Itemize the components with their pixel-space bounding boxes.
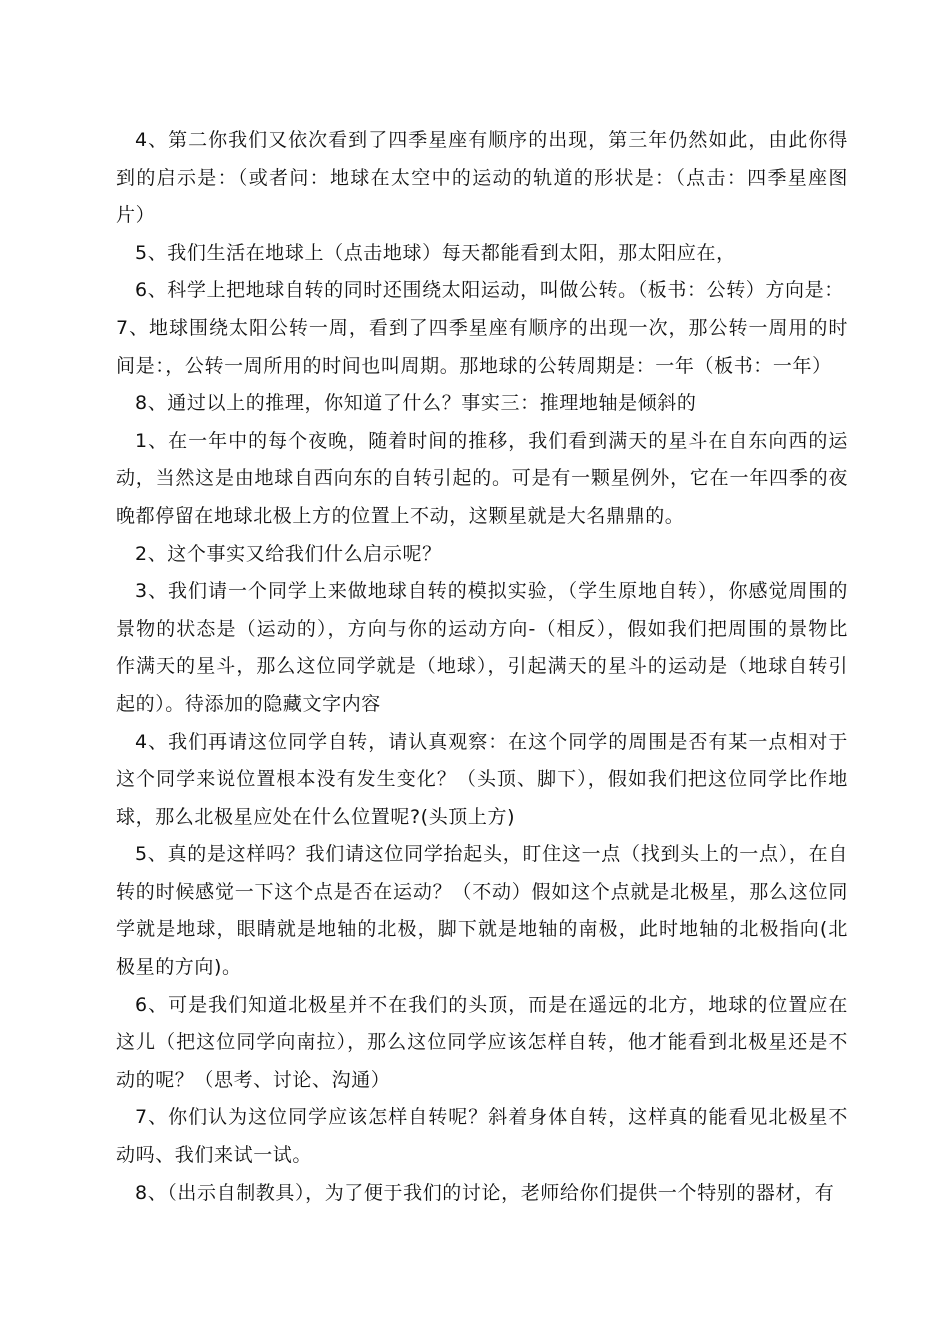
- paragraph-fact3-step-1: 1、在一年中的每个夜晚，随着时间的推移，我们看到满天的星斗在自东向西的运动，当然这是由地球自西向东的自转引起的。可是有一颗星例外，它在一年四季的夜晚都停留在地球北极上方的位置上不动，这颗星就是大名鼎鼎的。: [116, 429, 848, 527]
- paragraph-fact3-step-5: 5、真的是这样吗？我们请这位同学抬起头，盯住这一点（找到头上的一点），在自转的时候感觉一下这个点是否在运动？（不动）假如这个点就是北极星，那么这位同学就是地球，眼睛就是地轴的北极，脚下就是地轴的南极，此时地轴的北极指向(北极星的方向)。: [116, 843, 848, 979]
- paragraph-fact3-step-4: 4、我们再请这位同学自转，请认真观察：在这个同学的周围是否有某一点相对于这个同学来说位置根本没有发生变化？（头顶、脚下），假如我们把这位同学比作地球，那么北极星应处在什么位置呢?(头顶上方): [116, 730, 848, 828]
- paragraph-fact3-step-2: 2、这个事实又给我们什么启示呢？: [135, 542, 442, 565]
- paragraph-fact3-step-6: 6、可是我们知道北极星并不在我们的头顶，而是在遥远的北方，地球的位置应在这儿（把这位同学向南拉），那么这位同学应该怎样自转，他才能看到北极星还是不动的呢？（思考、讨论、沟通）: [116, 993, 848, 1091]
- paragraph-fact3-step-7: 7、你们认为这位同学应该怎样自转呢？斜着身体自转，这样真的能看见北极星不动吗、我们来试一试。: [116, 1106, 848, 1167]
- paragraph-step-6-revolution: 6、科学上把地球自转的同时还围绕太阳运动，叫做公转。（板书：公转）方向是：: [135, 279, 844, 302]
- paragraph-fact3-step-3: 3、我们请一个同学上来做地球自转的模拟实验，（学生原地自转），你感觉周围的景物的状态是（运动的），方向与你的运动方向-（相反），假如我们把周围的景物比作满天的星斗，那么这位同学就是（地球），引起满天的星斗的运动是（地球自转引起的）。待添加的隐藏文字内容: [116, 580, 848, 715]
- paragraph-fact3-step-8: 8、（出示自制教具），为了便于我们的讨论，老师给你们提供一个特别的器材，有: [135, 1181, 835, 1204]
- paragraph-step-8-fact-three: 8、通过以上的推理，你知道了什么？事实三：推理地轴是倾斜的: [135, 392, 697, 415]
- document-body: [116, 122, 848, 1212]
- paragraph-step-5-sun: 5、我们生活在地球上（点击地球）每天都能看到太阳，那太阳应在，: [135, 241, 736, 264]
- paragraph-step-4-seasons: 4、第二你我们又依次看到了四季星座有顺序的出现，第三年仍然如此，由此你得到的启示是：（或者问：地球在太空中的运动的轨道的形状是：（点击：四季星座图片）: [116, 129, 848, 227]
- paragraph-step-7-period: 7、地球围绕太阳公转一周，看到了四季星座有顺序的出现一次，那公转一周用的时间是：，公转一周所用的时间也叫周期。那地球的公转周期是：一年（板书：一年）: [116, 316, 848, 377]
